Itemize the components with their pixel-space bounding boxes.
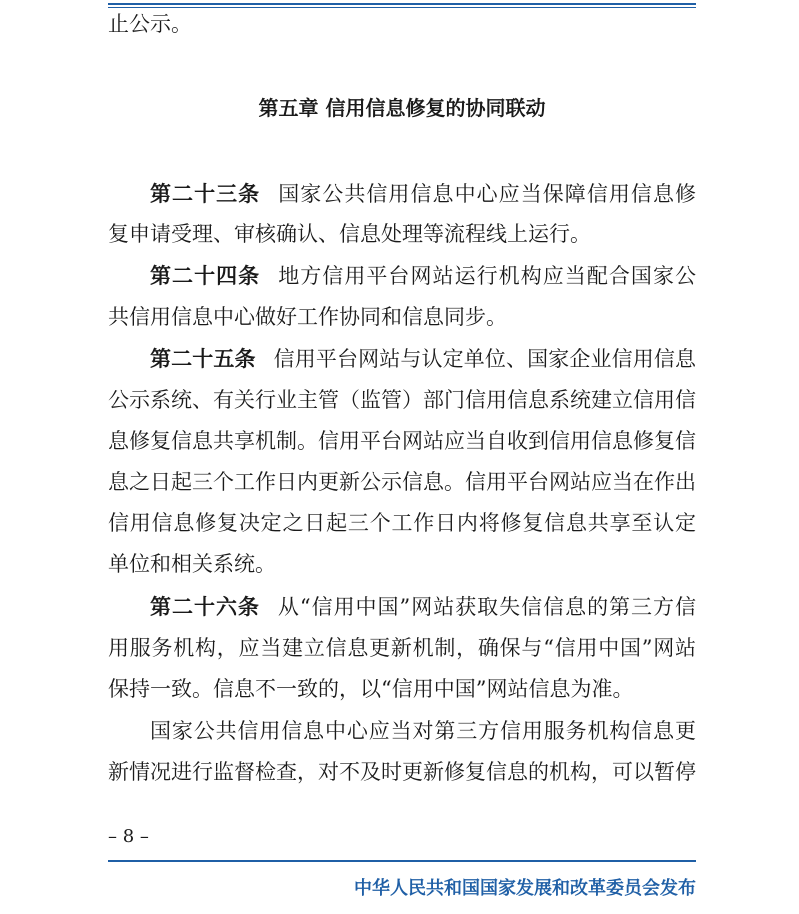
article-25-line-2: 公示系统、有关行业主管（监管）部门信用信息系统建立信用信: [108, 388, 696, 412]
article-25-line-5: 信用信息修复决定之日起三个工作日内将修复信息共享至认定: [108, 511, 696, 535]
header-rule: [108, 3, 696, 5]
carry-over-text: 止公示。: [108, 12, 192, 36]
article-23-line-2: 复申请受理、审核确认、信息处理等流程线上运行。: [108, 222, 591, 246]
footer-publisher: 中华人民共和国国家发展和改革委员会发布: [354, 878, 696, 899]
article-23-label: 第二十三条: [150, 182, 261, 206]
article-25-line-3: 息修复信息共享机制。信用平台网站应当自收到信用信息修复信: [108, 429, 696, 453]
article-26-line-3: 保持一致。信息不一致的，以“信用中国”网站信息为准。: [108, 677, 634, 701]
article-25-line-1: 第二十五条 信用平台网站与认定单位、国家企业信用信息: [150, 347, 696, 371]
article-25-line-6: 单位和相关系统。: [108, 552, 276, 576]
article-25-label: 第二十五条: [150, 347, 256, 371]
paragraph-line-1: 国家公共信用信息中心应当对第三方信用服务机构信息更: [150, 719, 696, 743]
page-number: – 8 –: [108, 826, 149, 847]
article-24-line-1: 第二十四条 地方信用平台网站运行机构应当配合国家公: [150, 264, 696, 288]
article-26-line-2: 用服务机构，应当建立信息更新机制，确保与“信用中国”网站: [108, 636, 696, 660]
article-24-label: 第二十四条: [150, 264, 261, 288]
footer-rule: [108, 860, 696, 862]
paragraph-line-2: 新情况进行监督检查，对不及时更新修复信息的机构，可以暂停: [108, 760, 696, 784]
article-26-line-1: 第二十六条 从“信用中国”网站获取失信信息的第三方信: [150, 595, 696, 619]
article-23-line-1: 第二十三条 国家公共信用信息中心应当保障信用信息修: [150, 182, 696, 206]
header-rule-thin: [108, 7, 696, 8]
article-24-line-2: 共信用信息中心做好工作协同和信息同步。: [108, 305, 507, 329]
article-26-label: 第二十六条: [150, 595, 260, 619]
chapter-title: 第五章 信用信息修复的协同联动: [258, 96, 546, 120]
article-25-line-4: 息之日起三个工作日内更新公示信息。信用平台网站应当在作出: [108, 470, 696, 494]
